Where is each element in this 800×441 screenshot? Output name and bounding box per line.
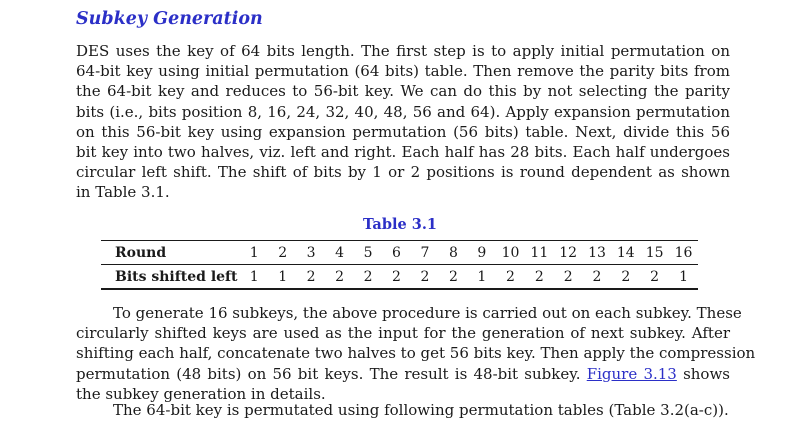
paragraph-line: shifting each half, concatenate two halves to get 56 bits key. Then apply the compression [76, 344, 756, 363]
table-caption: Table 3.1 [363, 216, 437, 233]
table-cell: 7 [411, 241, 439, 265]
table-cell: 14 [611, 241, 640, 265]
row-header: Round [101, 241, 240, 265]
paragraph-line: circular left shift. The shift of bits by 1 or 2 positions is round dependent as shown [76, 163, 730, 182]
table-cell: 2 [335, 268, 345, 285]
table-cell: 3 [297, 241, 325, 265]
table-cell: 6 [382, 241, 410, 265]
table-cell: 2 [534, 268, 544, 285]
table-cell: 9 [468, 241, 496, 265]
paragraph-line: bit key into two halves, viz. left and right. Each half has 28 bits. Each half undergoes [76, 143, 730, 162]
table-cell: 1 [240, 241, 268, 265]
paragraph-line: in Table 3.1. [76, 183, 170, 202]
figure-3-13-link[interactable]: Figure 3.13 [586, 364, 677, 383]
paragraph-line: DES uses the key of 64 bits length. The first step is to apply initial permutation on [76, 42, 730, 60]
paragraph-line: the subkey generation in details. [76, 384, 326, 403]
table-cell: 2 [506, 268, 515, 285]
table-cell: 2 [448, 268, 458, 285]
table-bottom-rule [101, 288, 698, 289]
paragraph-line: the 64-bit key and reduces to 56-bit key. We can do this by not selecting the parity [76, 82, 730, 101]
row-header: Bits shifted left [115, 268, 238, 285]
paragraph-line: To generate 16 subkeys, the above procedure is carried out on each subkey. These [113, 304, 742, 322]
table-cell: 1 [249, 268, 259, 285]
table-cell: 2 [563, 268, 573, 285]
paragraph-line: circularly shifted keys are used as the input for the generation of next subkey. After [76, 324, 730, 343]
line-text: permutation (48 bits) on 56 bit keys. The result is 48-bit subkey. [76, 364, 587, 383]
intro-paragraph [76, 41, 730, 203]
table-cell: 1 [679, 268, 688, 285]
paragraph-line: bits (i.e., bits position 8, 16, 24, 32, 40, 48, 56 and 64). Apply expansion permutation [76, 102, 730, 121]
table-cell: 2 [392, 268, 401, 285]
table-cell: 2 [363, 268, 373, 285]
table-cell: 2 [650, 268, 660, 285]
paragraph-line: 64-bit key using initial permutation (64 bits) table. Then remove the parity bits from [76, 62, 730, 81]
procedure-paragraph [76, 303, 756, 404]
paragraph-line [76, 364, 730, 384]
table-cell: 2 [306, 268, 316, 285]
table-cell: 2 [621, 268, 631, 285]
table-cell: 8 [439, 241, 467, 265]
table-cell: 1 [278, 268, 288, 285]
table-row-bits-shifted [101, 265, 698, 289]
table-row-round [101, 241, 698, 265]
table-cell: 11 [525, 241, 554, 265]
shift-table [101, 240, 698, 290]
table-cell: 5 [354, 241, 382, 265]
table-cell: 12 [554, 241, 583, 265]
table-cell: 13 [583, 241, 612, 265]
table-cell: 16 [669, 241, 698, 265]
table-cell: 10 [496, 241, 525, 265]
permutation-paragraph [76, 400, 730, 420]
paragraph-line: The 64-bit key is permutated using following permutation tables (Table 3.2(a-c)). [113, 401, 729, 419]
table-cell: 2 [592, 268, 602, 285]
line-text: shows [676, 364, 731, 383]
section-heading: Subkey Generation [76, 9, 263, 29]
table-cell: 4 [325, 241, 353, 265]
table-cell: 1 [477, 268, 487, 285]
table-cell: 2 [420, 268, 430, 285]
table-cell: 15 [640, 241, 669, 265]
table-cell: 2 [268, 241, 296, 265]
paragraph-line: on this 56-bit key using expansion permutation (56 bits) table. Next, divide this 56 [76, 122, 730, 141]
